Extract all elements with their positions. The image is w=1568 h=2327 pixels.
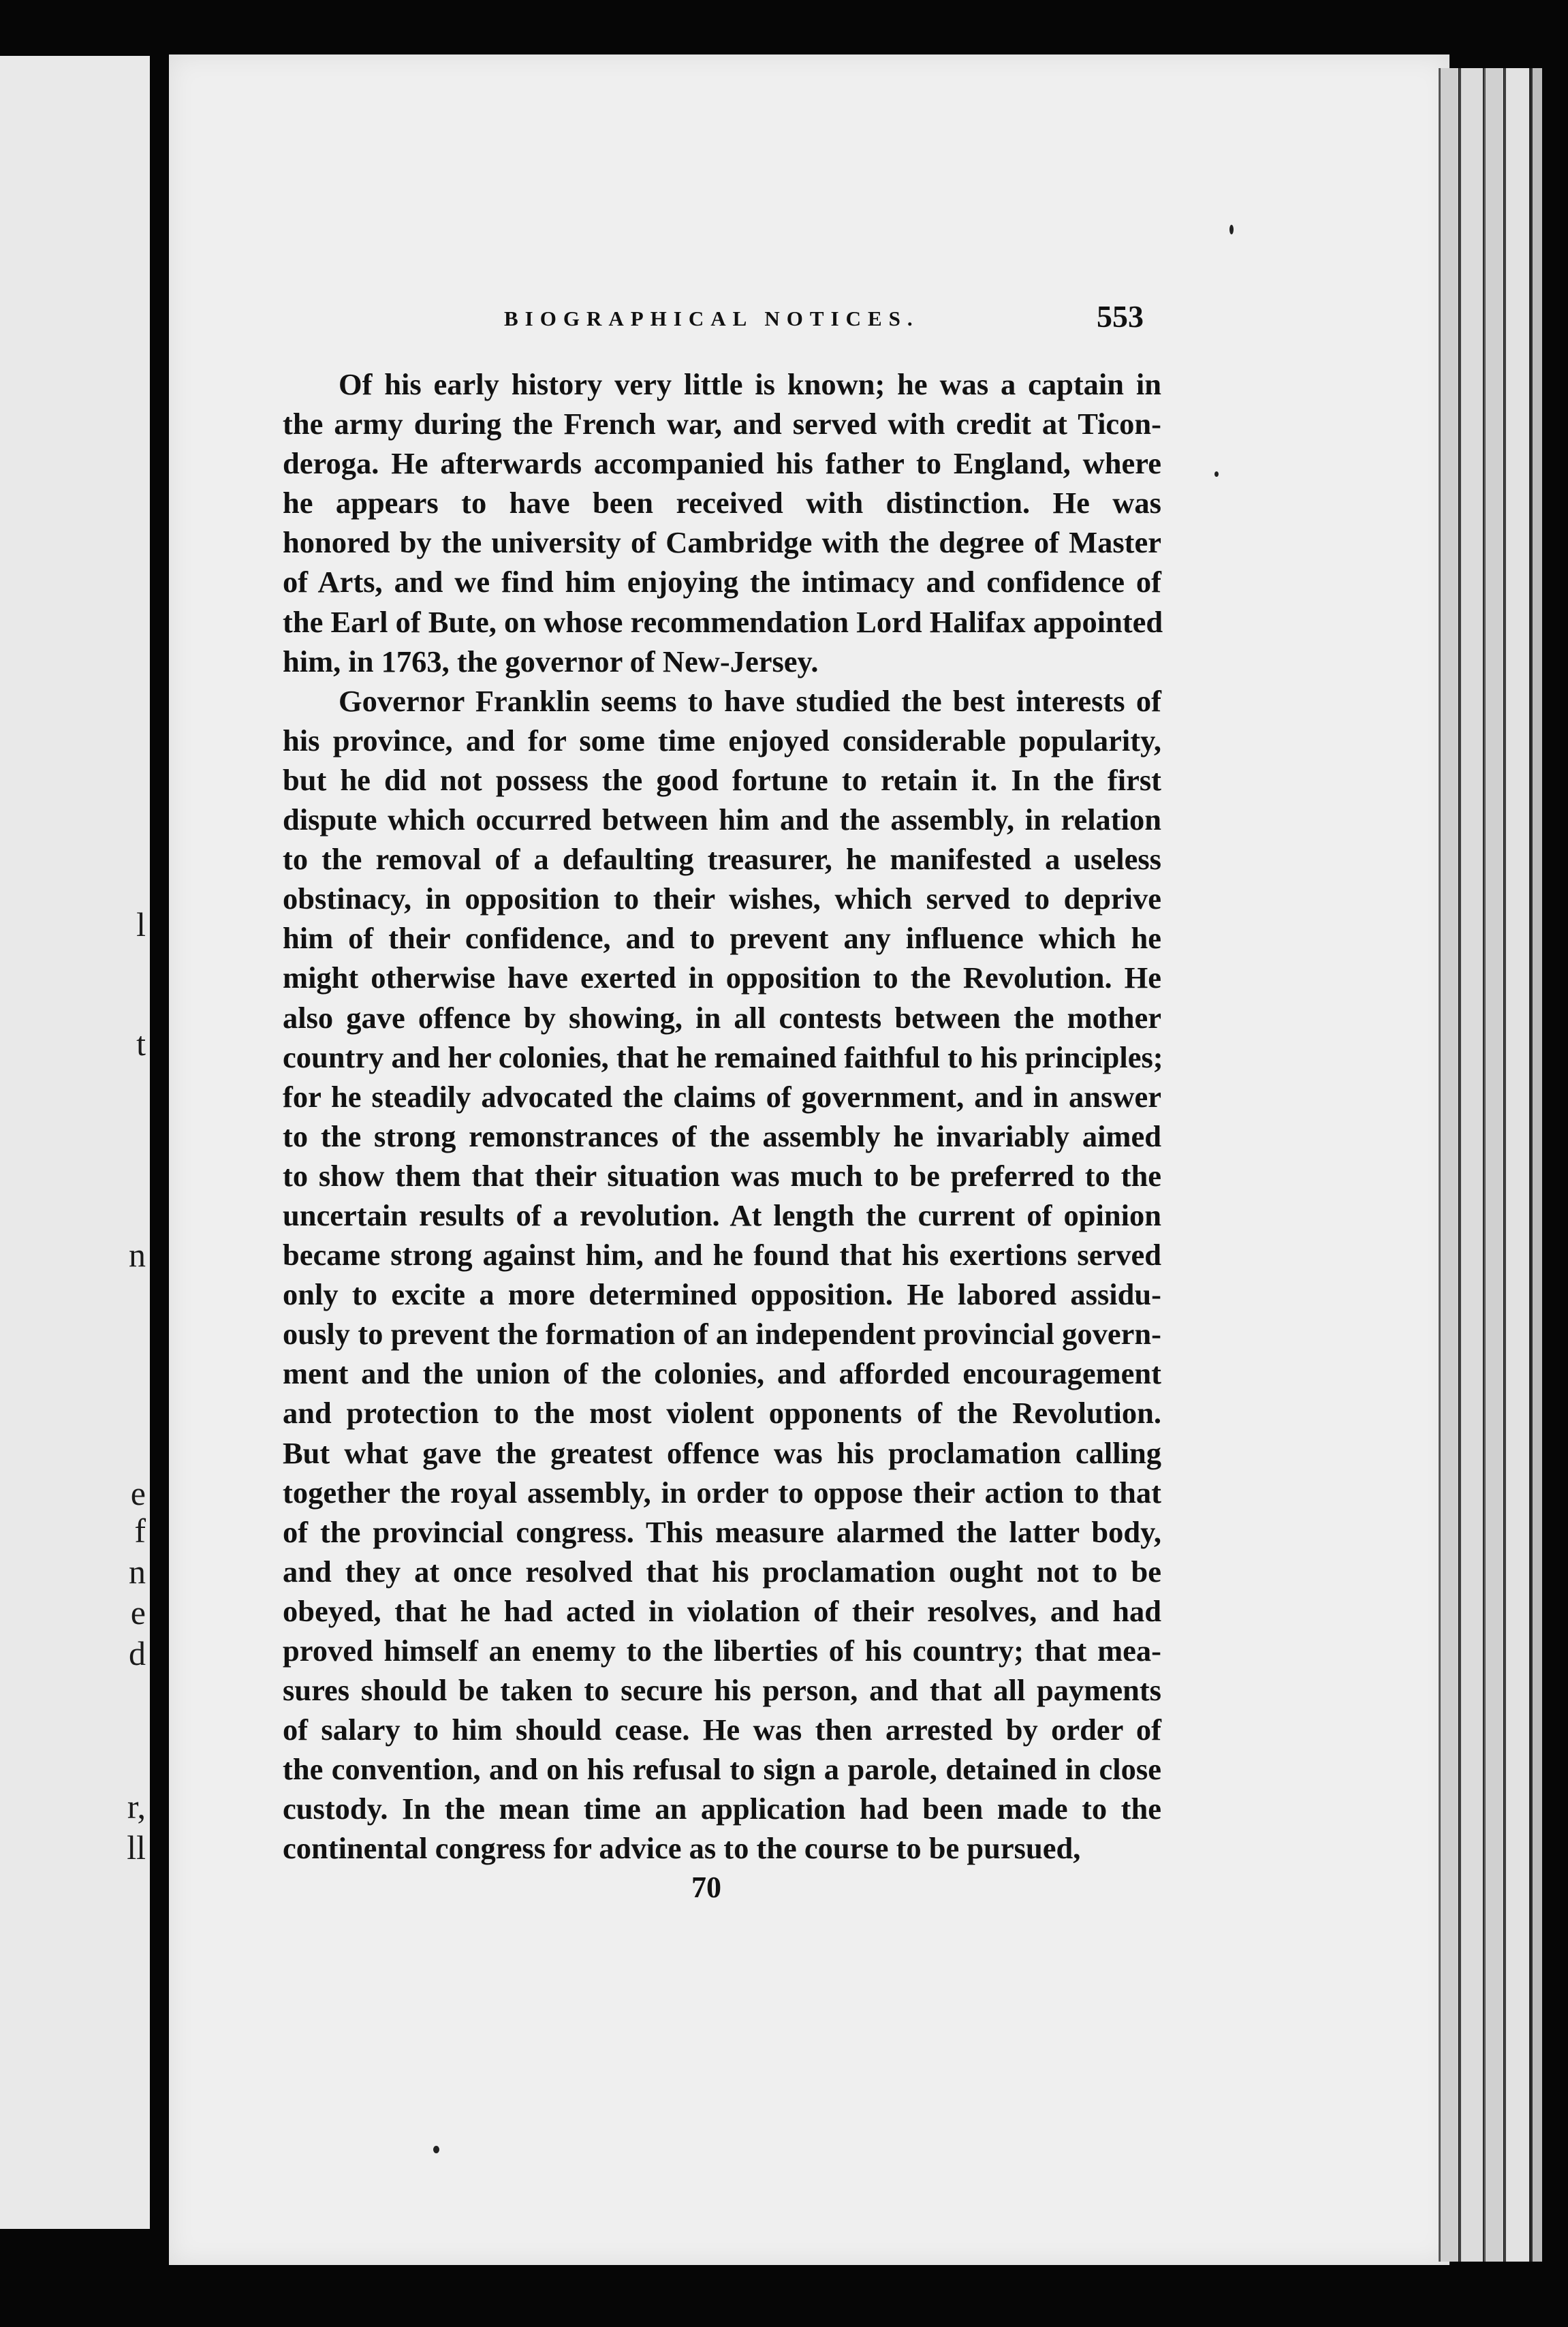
text-line: Governor Franklin seems to have studied the best interests of bbox=[339, 683, 1161, 718]
left-page-fragment: n bbox=[129, 1236, 146, 1274]
text-line: of the provincial congress. This measure alarmed the latter body, bbox=[283, 1514, 1161, 1549]
page-edge bbox=[1531, 68, 1542, 2262]
text-line: might otherwise have exerted in opposition to the Revolution. He bbox=[283, 961, 1161, 995]
left-page-fragment: f bbox=[134, 1512, 146, 1550]
text-line: of salary to him should cease. He was then arrested by order of bbox=[283, 1713, 1161, 1747]
text-line: continental congress for advice as to the course to be pursued, bbox=[283, 1831, 1081, 1866]
left-page-fragment: e bbox=[130, 1593, 146, 1631]
text-line: ously to prevent the formation of an independent provincial govern- bbox=[283, 1317, 1161, 1352]
text-line: proved himself an enemy to the liberties of his country; that mea- bbox=[283, 1634, 1161, 1668]
text-line: sures should be taken to secure his person, and that all payments bbox=[283, 1673, 1161, 1708]
text-line: deroga. He afterwards accompanied his father to England, where bbox=[283, 446, 1161, 481]
running-head: BIOGRAPHICAL NOTICES. bbox=[504, 307, 920, 330]
ink-speck bbox=[433, 2146, 439, 2153]
text-line: for he steadily advocated the claims of government, and in answer bbox=[283, 1079, 1161, 1114]
ink-speck bbox=[1214, 471, 1219, 477]
left-page-fragment: ll bbox=[127, 1828, 146, 1867]
text-line: the convention, and on his refusal to sign a parole, detained in close bbox=[283, 1752, 1161, 1787]
left-page-fragment: t bbox=[136, 1025, 146, 1063]
left-page-fragment: l bbox=[136, 905, 146, 943]
page-edge bbox=[1439, 68, 1458, 2262]
text-line: only to excite a more determined opposition. He labored assidu- bbox=[283, 1277, 1161, 1312]
text-line: but he did not possess the good fortune to retain it. In the first bbox=[283, 762, 1161, 797]
text-line: his province, and for some time enjoyed considerable popularity, bbox=[283, 723, 1161, 758]
signature-mark: 70 bbox=[691, 1871, 721, 1904]
page-edge bbox=[1504, 68, 1532, 2262]
text-line: custody. In the mean time an application had been made to the bbox=[283, 1792, 1161, 1826]
left-page-fragment: d bbox=[129, 1634, 146, 1672]
left-facing-page bbox=[0, 56, 150, 2229]
text-line: uncertain results of a revolution. At length the current of opinion bbox=[283, 1198, 1161, 1232]
text-line: him of their confidence, and to prevent any influence which he bbox=[283, 921, 1161, 956]
text-line: also gave offence by showing, in all contests between the mother bbox=[283, 1000, 1161, 1035]
ink-speck bbox=[1229, 225, 1234, 234]
text-line: to the strong remonstrances of the assembly he invariably aimed bbox=[283, 1119, 1161, 1153]
text-line: together the royal assembly, in order to oppose their action to that bbox=[283, 1475, 1161, 1510]
text-line: to show them that their situation was much to be preferred to the bbox=[283, 1158, 1161, 1193]
text-line: he appears to have been received with distinction. He was bbox=[283, 486, 1161, 520]
text-line: obeyed, that he had acted in violation of their resolves, and had bbox=[283, 1593, 1161, 1628]
page-edge bbox=[1459, 68, 1483, 2262]
page-number: 553 bbox=[1097, 299, 1144, 334]
text-line: the army during the French war, and served with credit at Ticon- bbox=[283, 407, 1161, 441]
body-text bbox=[283, 364, 1161, 1869]
text-line: But what gave the greatest offence was his proclamation calling bbox=[283, 1435, 1161, 1470]
page-edge bbox=[1484, 68, 1503, 2262]
text-line: Of his early history very little is known; he was a captain in bbox=[339, 367, 1161, 401]
left-page-fragment: e bbox=[130, 1474, 146, 1512]
text-line: country and her colonies, that he remained faithful to his principles; bbox=[283, 1040, 1163, 1074]
text-line: the Earl of Bute, on whose recommendation Lord Halifax appointed bbox=[283, 604, 1163, 639]
text-line: became strong against him, and he found that his exertions served bbox=[283, 1238, 1161, 1272]
text-line: him, in 1763, the governor of New-Jersey. bbox=[283, 644, 819, 678]
text-line: of Arts, and we find him enjoying the intimacy and confidence of bbox=[283, 565, 1161, 599]
text-line: and they at once resolved that his proclamation ought not to be bbox=[283, 1554, 1161, 1589]
text-line: honored by the university of Cambridge with the degree of Master bbox=[283, 525, 1161, 560]
text-line: and protection to the most violent opponents of the Revolution. bbox=[283, 1396, 1161, 1431]
text-line: dispute which occurred between him and the assembly, in relation bbox=[283, 802, 1161, 837]
text-line: to the removal of a defaulting treasurer, he manifested a useless bbox=[283, 842, 1161, 877]
left-page-fragment: n bbox=[129, 1552, 146, 1591]
text-line: obstinacy, in opposition to their wishes, which served to deprive bbox=[283, 881, 1161, 916]
left-page-fragment: r, bbox=[127, 1787, 146, 1826]
text-line: ment and the union of the colonies, and afforded encouragement bbox=[283, 1356, 1161, 1391]
